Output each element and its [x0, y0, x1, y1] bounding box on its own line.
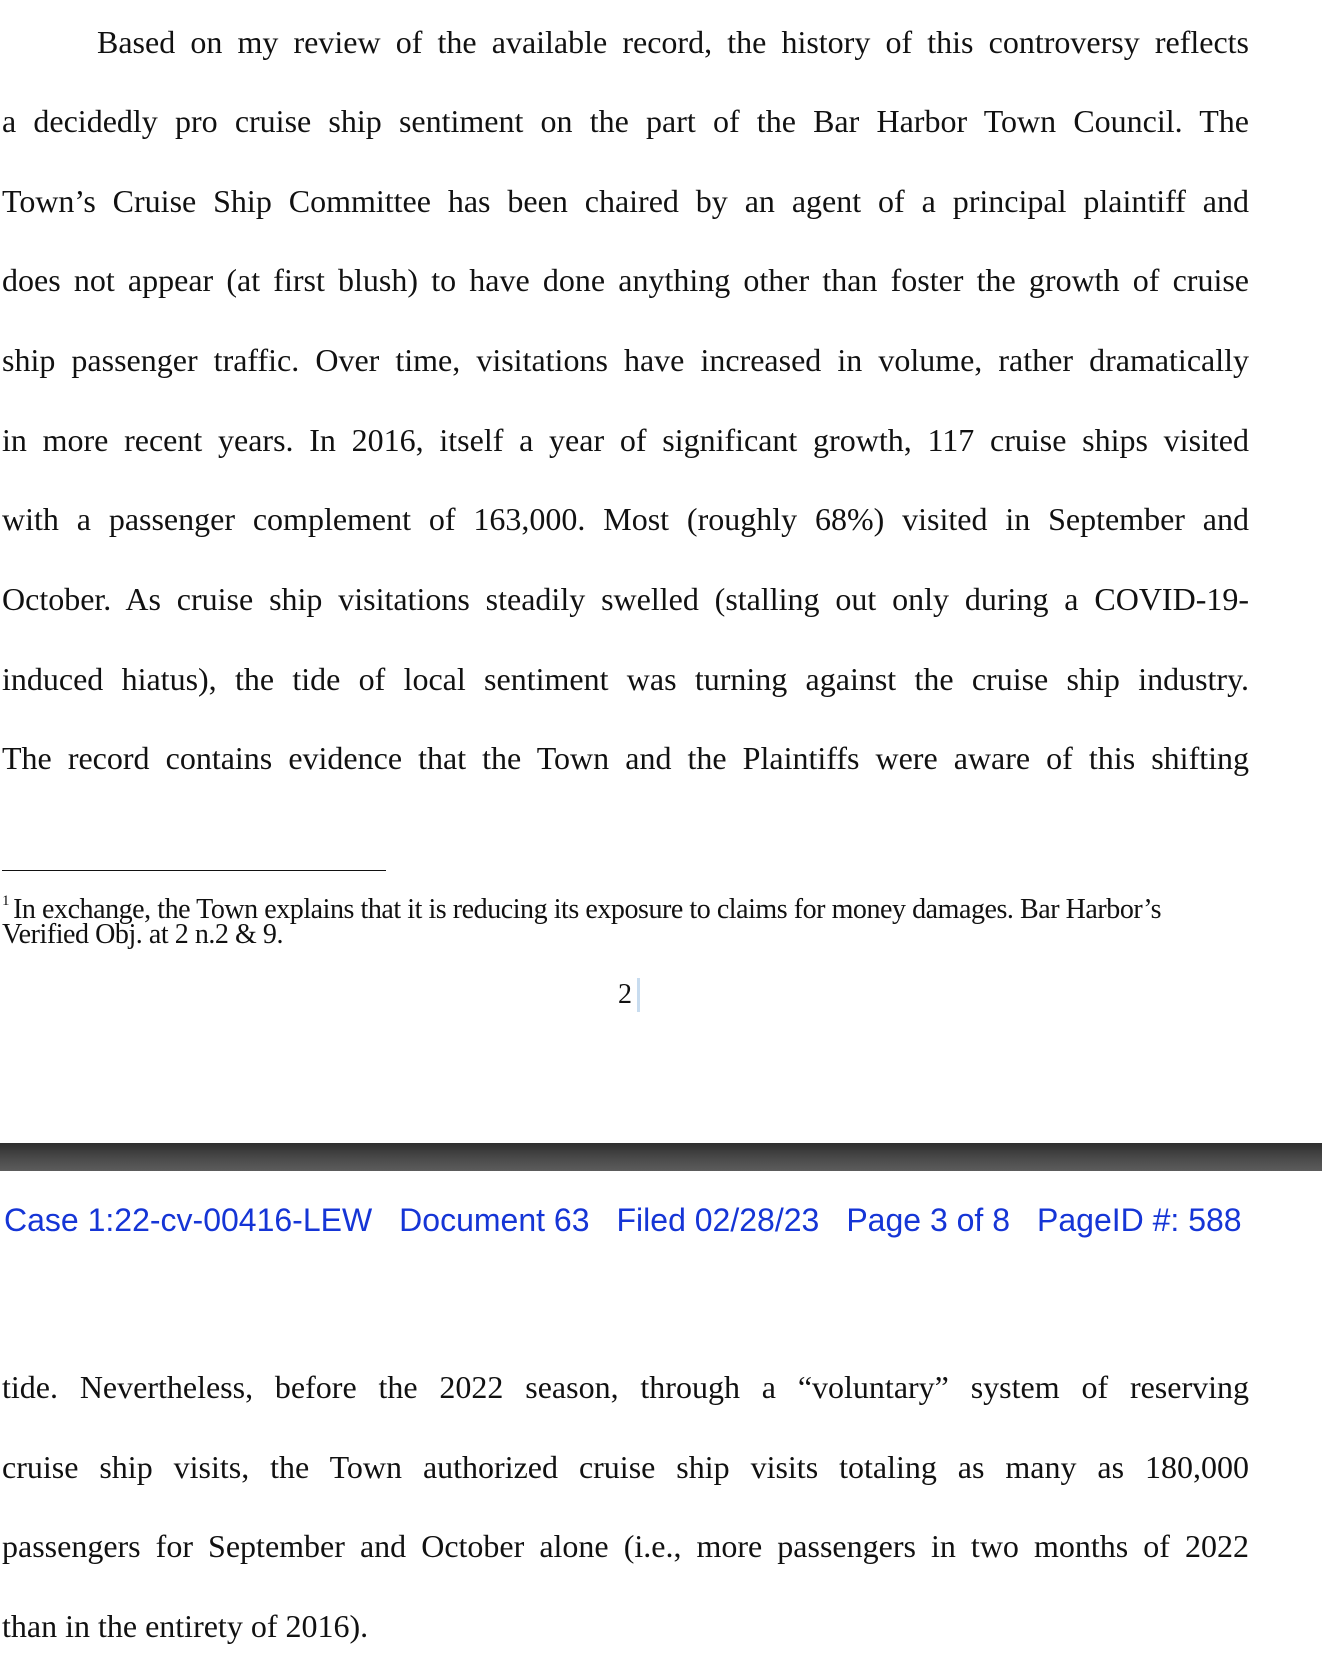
- footnote-text: In exchange, the Town explains that it is reducing its exposure to claims for money damages. Bar Harbor’s: [13, 894, 1162, 925]
- body-text-line: a decidedly pro cruise ship sentiment on the part of the Bar Harbor Town Council. The: [2, 103, 1249, 139]
- case-header: [4, 1200, 1242, 1240]
- page-separator: [0, 1143, 1322, 1171]
- case-number: Case 1:22-cv-00416-LEW: [4, 1202, 373, 1238]
- page-number: 2: [617, 978, 640, 1012]
- footnote-separator: [2, 870, 386, 871]
- body-text-line: The record contains evidence that the Town and the Plaintiffs were aware of this shifting: [2, 740, 1249, 776]
- body-text-line: does not appear (at first blush) to have done anything other than foster the growth of cruise: [2, 262, 1249, 298]
- filed-date: Filed 02/28/23: [616, 1202, 820, 1238]
- footnote-line: Verified Obj. at 2 n.2 & 9.: [2, 919, 284, 950]
- body-text-line: tide. Nevertheless, before the 2022 season, through a “voluntary” system of reserving: [2, 1369, 1249, 1405]
- body-text-line: October. As cruise ship visitations steadily swelled (stalling out only during a COVID-19-: [2, 581, 1249, 617]
- body-text-line: cruise ship visits, the Town authorized cruise ship visits totaling as many as 180,000: [2, 1449, 1249, 1485]
- page-count: Page 3 of 8: [846, 1202, 1010, 1238]
- body-text-line: with a passenger complement of 163,000. Most (roughly 68%) visited in September and: [2, 501, 1249, 537]
- body-text-line: than in the entirety of 2016).: [2, 1608, 369, 1644]
- page-id: PageID #: 588: [1037, 1202, 1242, 1238]
- body-text-line: ship passenger traffic. Over time, visitations have increased in volume, rather dramatically: [2, 342, 1249, 378]
- body-text-line: Based on my review of the available record, the history of this controversy reflects: [97, 24, 1249, 60]
- body-text-line: Town’s Cruise Ship Committee has been chaired by an agent of a principal plaintiff and: [2, 183, 1249, 219]
- document-number: Document 63: [399, 1202, 590, 1238]
- body-text-line: in more recent years. In 2016, itself a year of significant growth, 117 cruise ships visited: [2, 422, 1249, 458]
- body-text-line: passengers for September and October alone (i.e., more passengers in two months of 2022: [2, 1528, 1249, 1564]
- footnote-marker: 1: [2, 893, 10, 909]
- body-text-line: induced hiatus), the tide of local sentiment was turning against the cruise ship industry.: [2, 661, 1249, 697]
